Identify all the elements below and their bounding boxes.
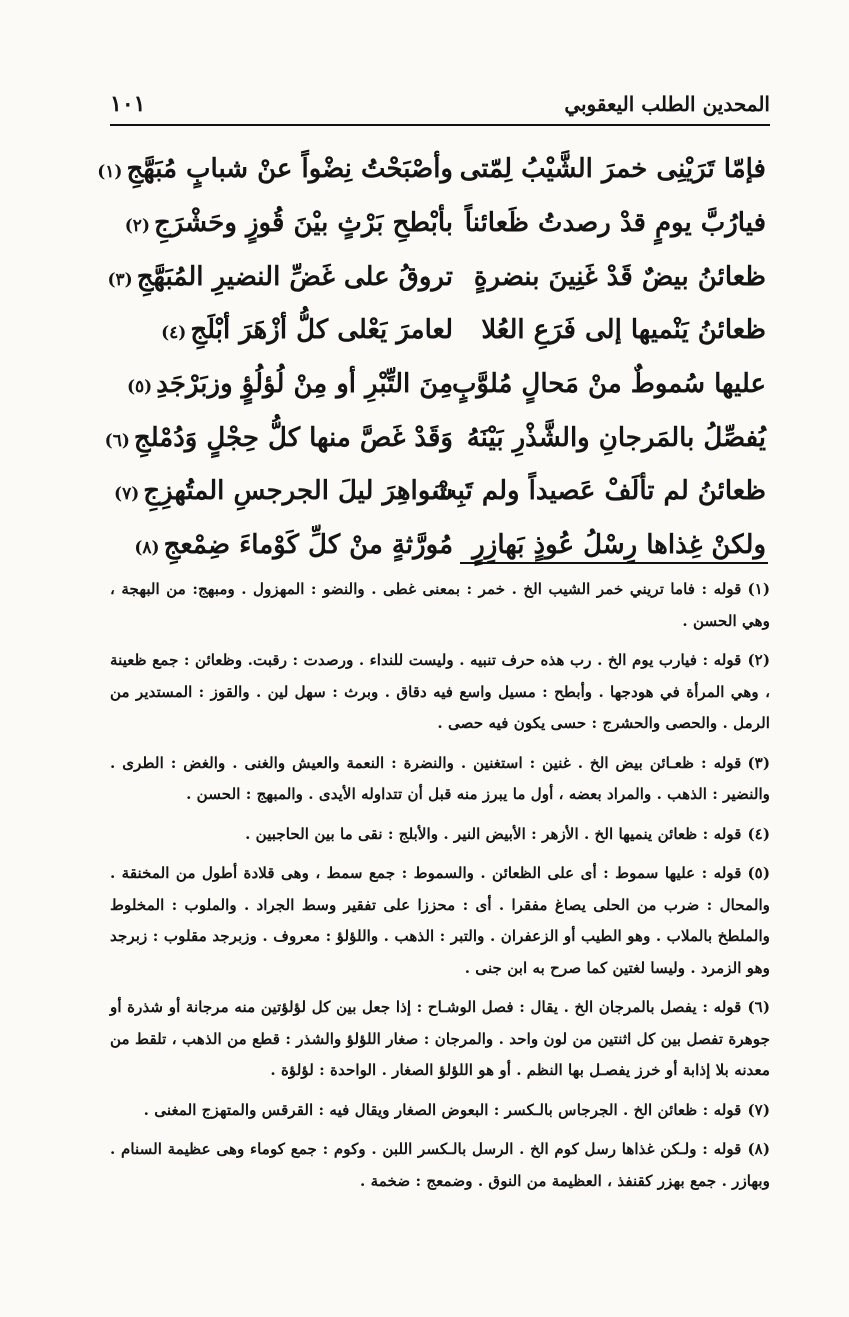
verse-second-text: مِنَ التِّبْرِ أو مِنْ لُؤلُؤٍ وزبَرْجَدِ	[156, 369, 453, 399]
page-header	[110, 88, 770, 120]
footnote-number: (٨)	[747, 1140, 770, 1158]
verse-second-text: مُورَّثةٍ منْ كلِّ كَوْماءَ ضِمْعجِ	[163, 530, 453, 561]
footnote-text: قوله : فيارب يوم الخ . رب هذه حرف تنبيه . وليست للنداء . ورصدت : رقبت. وظعائن : جمع ظعينة ، وهي المرأة في هودجها . وأبطح : مسيل واسع فيه دقاق . وبرث : سهل لين . والقوز : المستدير من الرمل . والحصى والحشرج : حسى يكون فيه حصى .	[110, 651, 770, 732]
footnote-marker: (٣)	[107, 269, 133, 290]
verse-line	[97, 143, 766, 197]
footnote-number: (٦)	[747, 998, 770, 1016]
footnote-text: قوله : يفصل بالمرجان الخ . يقال : فصل الوشـاح : إذا جعل بين كل لؤلؤتين منه مرجانة أو شذرة أو جوهرة تفصل بين كل اثنتين من لون واحد . والمرجان : صغار اللؤلؤ والشذر : قطع من الذهب ، تلقط من معدنه بلا إذابة أو خرز يفصـل بها النظم . أو هو اللؤلؤ الصغار . الواحدة : لؤلؤة .	[110, 998, 770, 1079]
verse-first-hemistich: عليها سُموطٌ منْ مَحالٍ مُلوَّبٍ	[451, 369, 766, 399]
verse-second-hemistich	[108, 315, 453, 346]
verse-line	[108, 197, 766, 251]
footnote-text: قوله : ولـكن غذاها رسل كوم الخ . الرسل بالـكسر اللبن . وكوم : جمع كوماء وهى عظيمة السنام . وبهازر . جمع بهزر كقنفذ ، العظيمة من النوق . وضمعج : ضخمة .	[110, 1140, 770, 1190]
footnote	[110, 748, 770, 811]
footnote-number: (٣)	[747, 753, 770, 772]
page-number: ١٠١	[110, 91, 146, 117]
verse-line	[108, 519, 766, 573]
verse-second-hemistich	[108, 208, 453, 239]
verse-second-hemistich	[104, 422, 453, 454]
verse-second-hemistich	[108, 530, 453, 561]
footnote	[110, 574, 770, 637]
footnote-marker: (٦)	[104, 430, 130, 451]
footnote-number: (٤)	[747, 824, 770, 843]
verse-second-hemistich	[97, 154, 453, 185]
footnote-marker: (٥)	[126, 377, 153, 397]
verse-line	[108, 304, 766, 358]
footnote	[110, 858, 770, 984]
verse-second-text: وأصْبَحْتُ نِضْواً عنْ شبابٍ مُبَهَّجِ	[126, 154, 453, 185]
footnote-number: (٥)	[747, 864, 770, 882]
poem	[97, 143, 766, 573]
verse-first-hemistich: ظعائنُ بيضٌ قَدْ غَنِينَ بنضرةٍ	[473, 261, 766, 292]
verse-second-text: سَواهِرَ ليلَ الجرجسِ المتُهزِجِ	[143, 476, 453, 507]
verse-first-hemistich: فإمّا تَرَيْنِى خمرَ الشَّيْبُ لِمّتى	[459, 154, 766, 185]
footnote-text: قوله : ظعـائن بيض الخ . غنين : استغنين . والنضرة : النعمة والعيش والغنى . والغض : الطرى . والنضير : الذهب . والمراد بعضه ، أول ما يبرز منه قبل أن تتداوله الأيدى . والمبهج : الحسن .	[110, 753, 770, 803]
verse-second-text: تروقُ على غَضِّ النضيرِ المُبَهَّجِ	[136, 261, 453, 292]
verse-line	[108, 250, 766, 304]
footnote-marker: (٢)	[124, 215, 150, 236]
footnote	[110, 1134, 770, 1197]
footnote-text: قوله : ظعائن ينميها الخ . الأزهر : الأبيض النير . والأبلج : نقى ما بين الحاجبين .	[245, 824, 742, 843]
verse-line	[108, 465, 766, 519]
verse-first-hemistich: يُفصِّلُ بالمَرجانِ والشَّذْرِ بَيْنَهُ	[466, 422, 766, 453]
verse-first-hemistich: ظعائنُ يَنْميها إلى فَرَعِ العُلا	[481, 315, 766, 346]
footnote-number: (١)	[747, 580, 770, 598]
footnote-text: قوله : فاما تريني خمر الشيب الخ . خمر : بمعنى غطى . والنضو : المهزول . ومبهج: من البهجة ، وهي الحسن .	[110, 580, 770, 630]
verse-second-text: وَقَدْ غَصَّ منها كلُّ حِجْلٍ وَدُمْلجِ	[133, 422, 453, 453]
footnote	[110, 819, 770, 851]
verse-second-hemistich	[108, 476, 453, 507]
verse-second-hemistich	[108, 262, 453, 293]
header-rule	[110, 124, 770, 126]
footnote-marker: (٧)	[114, 484, 140, 505]
footnote	[110, 992, 770, 1087]
running-head: المحدين الطلب اليعقوبي	[564, 92, 770, 116]
footnote	[110, 645, 770, 740]
footnotes	[110, 574, 770, 1205]
footnote-number: (٢)	[747, 651, 770, 669]
verse-second-text: لعامرَ يَعْلى كلُّ أزْهَرَ أبْلَجِ	[190, 315, 453, 346]
footnote-rule	[460, 562, 768, 564]
footnote-text: قوله : عليها سموط : أى على الظعائن . والسموط : جمع سمط ، وهى قلادة أطول من المخنقة . والمحال : ضرب من الحلى يصاغ مفقرا . أى : محززا على تفقير وسط الجراد . والملوب : المخلوط والملطخ بالملاب . وهو الطيب أو الزعفران . والتبر : الذهب . واللؤلؤ : معروف . وزبرجد مقلوب : زبرجد وهو الزمرد . وليسا لغتين كما صرح به ابن جنى .	[110, 864, 770, 977]
footnote-marker: (٨)	[134, 538, 160, 559]
footnote-number: (٧)	[747, 1100, 770, 1119]
footnote-marker: (٤)	[161, 323, 187, 344]
verse-line	[104, 411, 766, 465]
verse-line	[108, 358, 766, 412]
footnote-text: قوله : ظعائن الخ . الجرجاس بالـكسر : البعوض الصغار ويقال فيه : القرقس والمتهزج المغنى .	[143, 1100, 742, 1119]
verse-second-hemistich	[108, 369, 453, 400]
verse-first-hemistich: فيارُبَّ يومٍ قدْ رصدتُ ظَعائناً	[464, 207, 766, 238]
footnote	[110, 1095, 770, 1127]
verse-first-hemistich: ولكنْ غِذاها رِسْلُ عُوذٍ بَهازِرٍ	[472, 530, 766, 561]
verse-second-text: بأبْطحِ بَرْثٍ بيْنَ قُوزٍ وحَشْرَجِ	[153, 207, 453, 238]
verse-first-hemistich: ظعائنُ لم تألَفْ عَصيداً ولم تَبِتْ	[432, 476, 766, 507]
footnote-marker: (١)	[97, 162, 123, 183]
